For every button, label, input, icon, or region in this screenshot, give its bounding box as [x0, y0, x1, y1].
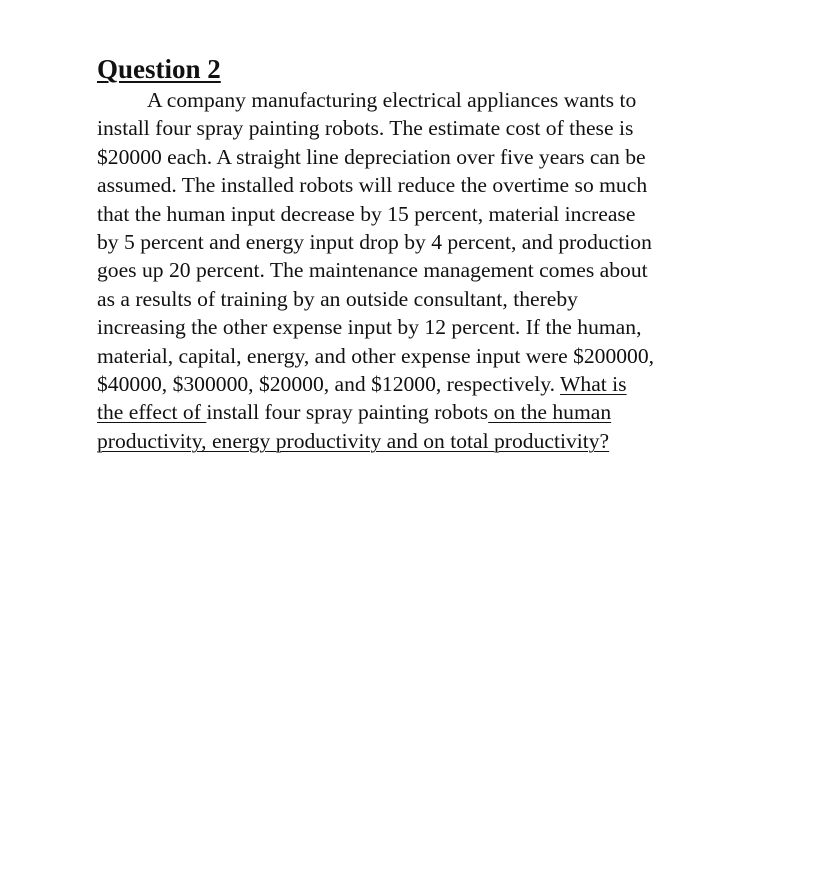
line-11-underlined-text: What is	[560, 372, 627, 397]
question-line-1: A company manufacturing electrical appliances wants to	[147, 88, 637, 112]
question-line-6: by 5 percent and energy input drop by 4 percent, and production	[97, 230, 652, 255]
answer-area	[97, 460, 757, 855]
question-line-11	[97, 370, 757, 398]
line-12-underlined-text-a: the effect of	[97, 400, 207, 425]
question-line-13	[97, 427, 757, 455]
answer-dotted-line	[97, 488, 729, 516]
question-line-9: increasing the other expense input by 12 percent. If the human,	[97, 315, 642, 340]
answer-dotted-line	[97, 601, 729, 629]
line-12-underlined-text-b: on the human	[488, 400, 612, 425]
line-13-underlined-text: productivity, energy productivity and on total productivity?	[97, 428, 610, 453]
answer-dotted-line	[97, 629, 729, 657]
answer-dotted-line	[97, 545, 729, 573]
answer-dotted-line	[97, 714, 729, 742]
answer-dotted-line	[97, 799, 729, 827]
question-line-12	[97, 398, 757, 426]
question-line-3: $20000 each. A straight line depreciation over five years can be	[97, 144, 646, 169]
answer-dotted-line	[97, 686, 729, 714]
question-heading: Question 2	[97, 54, 221, 84]
line-12-plain-text: install four spray painting robots	[206, 400, 489, 425]
line-11-plain-text: $40000, $300000, $20000, and $12000, respectively.	[97, 372, 561, 397]
question-line-10: material, capital, energy, and other expense input were $200000,	[97, 343, 655, 368]
answer-dotted-line	[97, 742, 729, 770]
question-line-5: that the human input decrease by 15 percent, material increase	[97, 201, 636, 226]
answer-dotted-line	[97, 460, 729, 488]
answer-dotted-line	[97, 517, 729, 545]
answer-dotted-line	[97, 658, 729, 686]
answer-dotted-line	[97, 770, 729, 798]
question-line-7: goes up 20 percent. The maintenance management comes about	[97, 258, 648, 283]
question-line-4: assumed. The installed robots will reduce the overtime so much	[97, 173, 648, 198]
question-line-8: as a results of training by an outside consultant, thereby	[97, 286, 578, 311]
answer-dotted-line	[97, 827, 729, 855]
answer-dotted-line	[97, 573, 729, 601]
question-line-2: install four spray painting robots. The estimate cost of these is	[97, 116, 634, 141]
question-block	[97, 52, 757, 855]
question-text	[97, 86, 757, 455]
